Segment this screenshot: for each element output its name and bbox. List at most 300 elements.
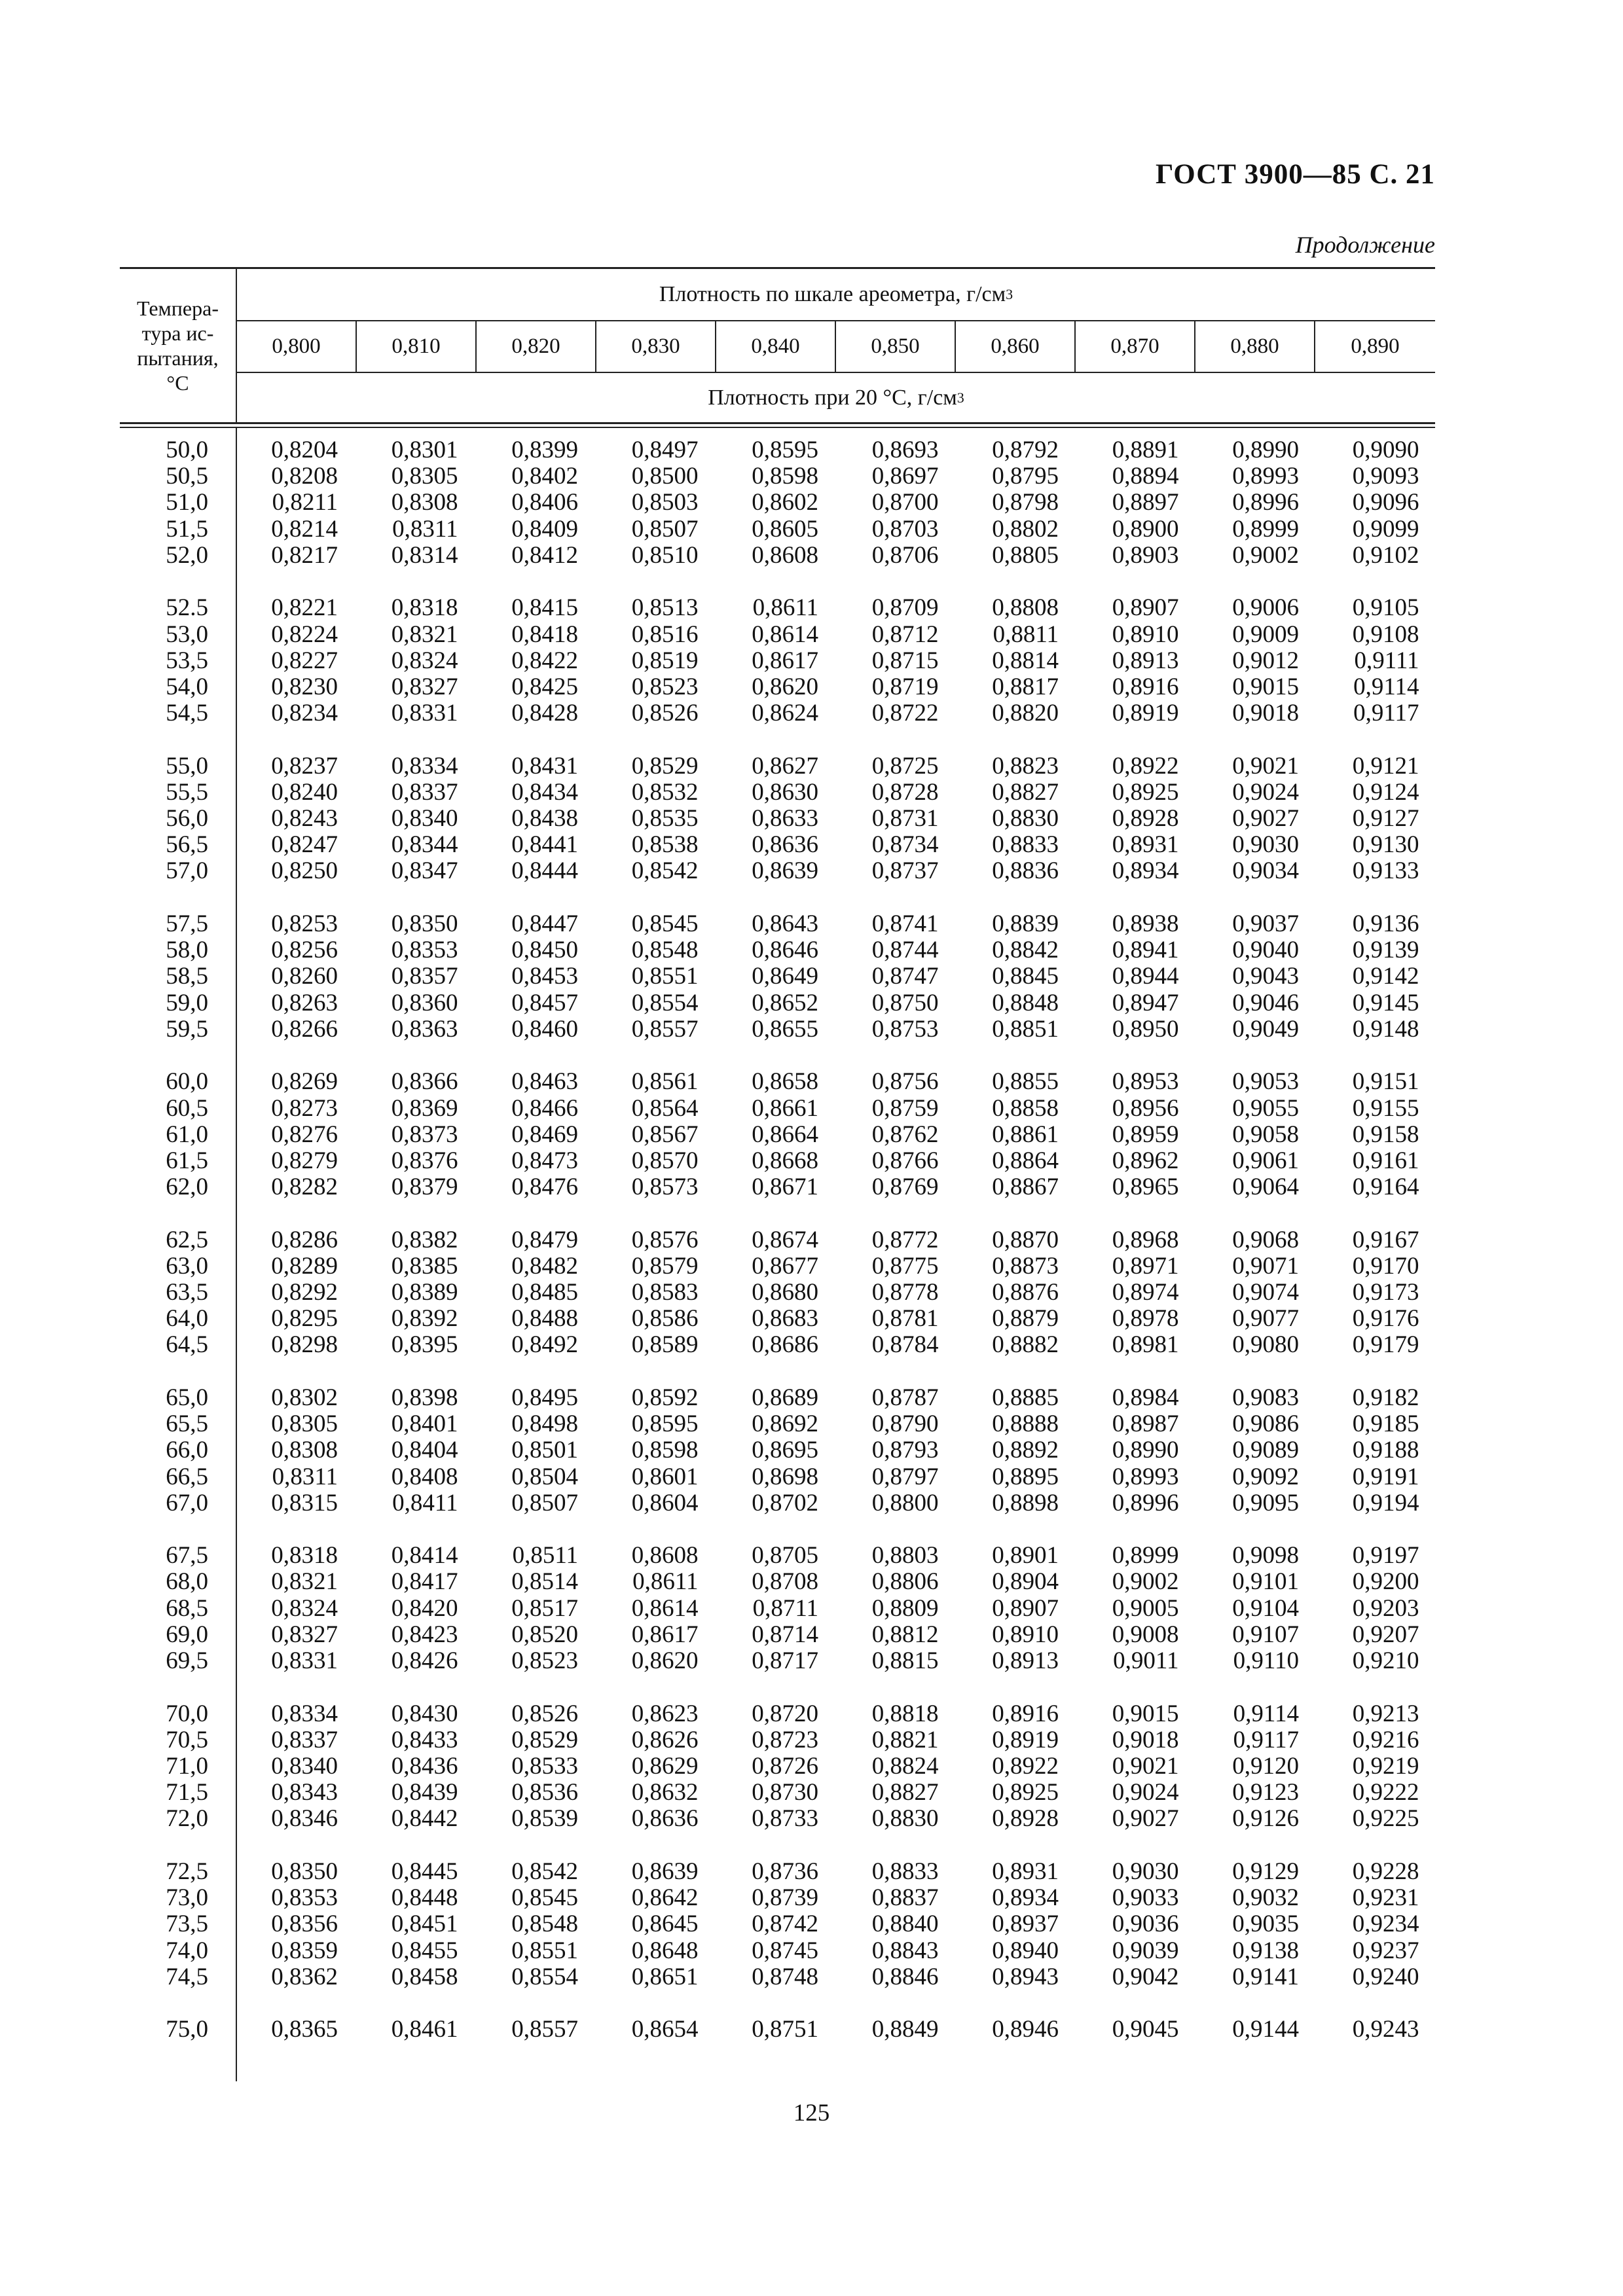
hydrometer-scale-value: 0,860 [956, 321, 1076, 372]
density-cell: 0,8726 [752, 1753, 818, 1780]
density-cell: 0,8289 [271, 1252, 338, 1280]
density-cell: 0,8633 [752, 805, 818, 833]
density-cell: 0,8488 [511, 1305, 578, 1333]
density-cell: 0,8833 [871, 1857, 939, 1885]
density-cell: 0,8485 [511, 1279, 578, 1306]
density-cell: 0,8260 [271, 963, 338, 990]
temperature-cell: 54,5 [166, 700, 208, 727]
temperature-cell: 62,5 [166, 1226, 208, 1253]
density-cell: 0,8990 [1232, 437, 1299, 463]
density-cell: 0,9141 [1232, 1963, 1299, 1990]
density-cell: 0,8450 [511, 937, 578, 964]
density-cell: 0,8836 [992, 857, 1059, 885]
density-cell: 0,8928 [992, 1805, 1059, 1833]
density-cell: 0,8331 [391, 700, 458, 727]
density-cell: 0,8996 [1232, 489, 1299, 516]
density-cell: 0,8545 [511, 1884, 578, 1912]
density-cell: 0,8658 [752, 1068, 818, 1096]
table-row [120, 1490, 1435, 1516]
temperature-cell: 63,0 [166, 1252, 208, 1280]
density-cell: 0,9058 [1232, 1121, 1299, 1148]
density-cell: 0,8943 [992, 1963, 1059, 1990]
density-cell: 0,8680 [752, 1279, 818, 1306]
density-cell: 0,8753 [871, 1015, 939, 1043]
density-cell: 0,8734 [871, 831, 939, 859]
table-row [120, 1938, 1435, 1964]
density-cell: 0,9151 [1352, 1068, 1419, 1096]
temperature-cell: 56,0 [166, 805, 208, 833]
density-cell: 0,8347 [391, 857, 458, 885]
density-cell: 0,8498 [511, 1410, 578, 1438]
density-cell: 0,8497 [631, 437, 699, 463]
density-cell: 0,8473 [511, 1147, 578, 1174]
density-cell: 0,8516 [631, 620, 699, 648]
density-cell: 0,9240 [1352, 1963, 1419, 1990]
density-cell: 0,9095 [1232, 1489, 1299, 1516]
table-row [120, 1885, 1435, 1911]
density-cell: 0,8469 [511, 1121, 578, 1148]
density-cell: 0,9117 [1353, 700, 1419, 727]
density-cell: 0,8557 [511, 2016, 578, 2043]
density-cell: 0,8586 [631, 1305, 699, 1333]
density-cell: 0,9027 [1112, 1805, 1179, 1833]
temperature-cell: 72,0 [166, 1805, 208, 1833]
density-cell: 0,8655 [752, 1015, 818, 1043]
density-cell: 0,9145 [1352, 989, 1419, 1016]
temperature-cell: 75,0 [166, 2016, 208, 2043]
density-cell: 0,8907 [1112, 594, 1179, 622]
temperature-cell: 69,5 [166, 1647, 208, 1675]
temperature-cell: 66,5 [166, 1463, 208, 1490]
density-cell: 0,9024 [1232, 778, 1299, 806]
table-row [120, 1727, 1435, 1753]
density-cell: 0,8217 [271, 541, 338, 569]
density-cell: 0,8940 [992, 1937, 1059, 1964]
density-cell: 0,8461 [391, 2016, 458, 2043]
density-cell: 0,8595 [631, 1410, 699, 1438]
table-row [120, 937, 1435, 963]
density-cell: 0,8445 [391, 1857, 458, 1885]
hydrometer-scale-value: 0,810 [357, 321, 477, 372]
density-cell: 0,8745 [752, 1937, 818, 1964]
density-cell: 0,9030 [1232, 831, 1299, 859]
density-cell: 0,8305 [391, 463, 458, 490]
density-cell: 0,9144 [1232, 2016, 1299, 2043]
density-cell: 0,8535 [631, 805, 699, 833]
density-cell: 0,8404 [391, 1437, 458, 1464]
density-cell: 0,8589 [631, 1331, 699, 1359]
density-cell: 0,8495 [511, 1384, 578, 1411]
density-cell: 0,8243 [271, 805, 338, 833]
density-cell: 0,8700 [871, 489, 939, 516]
table-row [120, 437, 1435, 463]
density-cell: 0,8900 [1112, 515, 1179, 543]
density-cell: 0,8892 [992, 1437, 1059, 1464]
density-cell: 0,8250 [271, 857, 338, 885]
temperature-cell: 54,0 [166, 673, 208, 700]
temperature-cell: 71,0 [166, 1753, 208, 1780]
density-cell: 0,8434 [511, 778, 578, 806]
density-cell: 0,8350 [391, 910, 458, 937]
density-cell: 0,8340 [391, 805, 458, 833]
density-cell: 0,8500 [631, 463, 699, 490]
density-cell: 0,8614 [631, 1594, 699, 1622]
density-cell: 0,8408 [391, 1463, 458, 1490]
density-cell: 0,8545 [631, 910, 699, 937]
density-cell: 0,8438 [511, 805, 578, 833]
density-cell: 0,8453 [511, 963, 578, 990]
density-caption-text: Плотность при 20 °С, г/см [708, 385, 957, 410]
density-cell: 0,8903 [1112, 541, 1179, 569]
density-cell: 0,8608 [631, 1542, 699, 1570]
density-cell: 0,9107 [1232, 1621, 1299, 1648]
document-header-title: ГОСТ 3900—85 С. 21 [1155, 159, 1435, 190]
density-cell: 0,8898 [992, 1489, 1059, 1516]
density-cell: 0,9203 [1352, 1594, 1419, 1622]
density-cell: 0,8736 [752, 1857, 818, 1885]
density-cell: 0,8848 [992, 989, 1059, 1016]
table-row [120, 1911, 1435, 1937]
density-cell: 0,8617 [631, 1621, 699, 1648]
density-cell: 0,8876 [992, 1279, 1059, 1306]
table-row-group [120, 2017, 1435, 2043]
table-row [120, 753, 1435, 780]
density-cell: 0,8999 [1232, 515, 1299, 543]
density-cell: 0,9035 [1232, 1910, 1299, 1938]
density-cell: 0,8833 [992, 831, 1059, 859]
density-cell: 0,8346 [271, 1805, 338, 1833]
density-cell: 0,9061 [1232, 1147, 1299, 1174]
density-cell: 0,8455 [391, 1937, 458, 1964]
density-cell: 0,8812 [871, 1621, 939, 1648]
density-cell: 0,8984 [1112, 1384, 1179, 1411]
density-cell: 0,8426 [391, 1647, 458, 1675]
density-cell: 0,9053 [1232, 1068, 1299, 1096]
temperature-cell: 68,0 [166, 1568, 208, 1596]
density-cell: 0,9121 [1352, 752, 1419, 780]
table-row [120, 1437, 1435, 1463]
density-cell: 0,8974 [1112, 1279, 1179, 1306]
continuation-label: Продолжение [1295, 232, 1435, 258]
temperature-cell: 62,0 [166, 1174, 208, 1201]
density-cell: 0,8784 [871, 1331, 939, 1359]
density-cell: 0,9040 [1232, 937, 1299, 964]
density-cell: 0,9213 [1352, 1700, 1419, 1727]
density-cell: 0,8344 [391, 831, 458, 859]
density-cell: 0,8510 [631, 541, 699, 569]
table-row [120, 1306, 1435, 1332]
hydrometer-scale-values [237, 321, 1435, 373]
density-cell: 0,8340 [271, 1753, 338, 1780]
density-cell: 0,8910 [992, 1621, 1059, 1648]
density-cell: 0,8965 [1112, 1174, 1179, 1201]
density-cell: 0,8708 [752, 1568, 818, 1596]
density-cell: 0,9136 [1352, 910, 1419, 937]
density-cell: 0,8554 [511, 1963, 578, 1990]
density-cell: 0,8981 [1112, 1331, 1179, 1359]
density-cell: 0,8356 [271, 1910, 338, 1938]
density-cell: 0,8620 [631, 1647, 699, 1675]
density-cell: 0,8208 [271, 463, 338, 490]
density-cell: 0,9018 [1112, 1726, 1179, 1753]
density-cell: 0,8692 [752, 1410, 818, 1438]
density-cell: 0,8314 [391, 541, 458, 569]
table-row [120, 674, 1435, 700]
density-cell: 0,8695 [752, 1437, 818, 1464]
density-cell: 0,8913 [1112, 647, 1179, 674]
density-cell: 0,8507 [511, 1489, 578, 1516]
table-row-group [120, 1701, 1435, 1833]
density-cell: 0,8324 [391, 647, 458, 674]
density-cell: 0,8423 [391, 1621, 458, 1648]
hydrometer-scale-caption: Плотность по шкале ареометра, г/см 3 [237, 269, 1435, 321]
table-row [120, 1174, 1435, 1200]
table-row [120, 1701, 1435, 1727]
density-cell: 0,8295 [271, 1305, 338, 1333]
density-cell: 0,8904 [992, 1568, 1059, 1596]
table-row [120, 1648, 1435, 1674]
density-cell: 0,9124 [1352, 778, 1419, 806]
density-cell: 0,8919 [1112, 700, 1179, 727]
density-cell: 0,8947 [1112, 989, 1179, 1016]
density-cell: 0,8879 [992, 1305, 1059, 1333]
density-cell: 0,8733 [752, 1805, 818, 1833]
density-cell: 0,8999 [1112, 1542, 1179, 1570]
density-cell: 0,8436 [391, 1753, 458, 1780]
density-cell: 0,8221 [271, 594, 338, 622]
density-cell: 0,8444 [511, 857, 578, 885]
density-cell: 0,9167 [1352, 1226, 1419, 1253]
density-cell: 0,8971 [1112, 1252, 1179, 1280]
temperature-cell: 60,0 [166, 1068, 208, 1096]
density-cell: 0,9234 [1352, 1910, 1419, 1938]
table-row [120, 1806, 1435, 1832]
density-cell: 0,8442 [391, 1805, 458, 1833]
density-cell: 0,8298 [271, 1331, 338, 1359]
hydrometer-scale-value: 0,820 [477, 321, 596, 372]
density-cell: 0,9074 [1232, 1279, 1299, 1306]
density-cell: 0,8769 [871, 1174, 939, 1201]
density-cell: 0,8448 [391, 1884, 458, 1912]
density-cell: 0,8959 [1112, 1121, 1179, 1148]
table-row-group [120, 1227, 1435, 1359]
density-cell: 0,9117 [1233, 1726, 1299, 1753]
density-cell: 0,8987 [1112, 1410, 1179, 1438]
density-cell: 0,8815 [871, 1647, 939, 1675]
density-cell: 0,8913 [992, 1647, 1059, 1675]
density-cell: 0,8463 [511, 1068, 578, 1096]
density-cell: 0,8350 [271, 1857, 338, 1885]
table-row [120, 1780, 1435, 1806]
density-cell: 0,8925 [992, 1779, 1059, 1806]
density-cell: 0,8916 [1112, 673, 1179, 700]
density-cell: 0,8605 [752, 515, 818, 543]
density-cell: 0,9120 [1232, 1753, 1299, 1780]
table-row-group [120, 1543, 1435, 1674]
density-cell: 0,8579 [631, 1252, 699, 1280]
density-cell: 0,8928 [1112, 805, 1179, 833]
density-cell: 0,8451 [391, 1910, 458, 1938]
density-cell: 0,8604 [631, 1489, 699, 1516]
hydrometer-scale-value: 0,800 [237, 321, 357, 372]
density-cell: 0,9086 [1232, 1410, 1299, 1438]
density-cell: 0,9127 [1352, 805, 1419, 833]
density-cell: 0,8389 [391, 1279, 458, 1306]
hydrometer-scale-value: 0,880 [1195, 321, 1315, 372]
density-cell: 0,9111 [1354, 647, 1419, 674]
table-row [120, 1122, 1435, 1148]
density-cell: 0,8414 [391, 1542, 458, 1570]
density-cell: 0,8318 [391, 594, 458, 622]
temperature-cell: 65,5 [166, 1410, 208, 1438]
density-cell: 0,9105 [1352, 594, 1419, 622]
table-row [120, 1332, 1435, 1358]
table-row [120, 543, 1435, 569]
density-cell: 0,9133 [1352, 857, 1419, 885]
density-cell: 0,8702 [752, 1489, 818, 1516]
table-row [120, 1096, 1435, 1122]
density-cell: 0,8639 [631, 1857, 699, 1885]
temperature-cell: 53,5 [166, 647, 208, 674]
density-cell: 0,9032 [1232, 1884, 1299, 1912]
density-cell: 0,8567 [631, 1121, 699, 1148]
density-cell: 0,8308 [271, 1437, 338, 1464]
density-cell: 0,8538 [631, 831, 699, 859]
density-cell: 0,9015 [1232, 673, 1299, 700]
density-cell: 0,8627 [752, 752, 818, 780]
density-cell: 0,8247 [271, 831, 338, 859]
density-cell: 0,8709 [871, 594, 939, 622]
density-cell: 0,9102 [1352, 541, 1419, 569]
density-cell: 0,8996 [1112, 1489, 1179, 1516]
density-cell: 0,9098 [1232, 1542, 1299, 1570]
density-cell: 0,8548 [511, 1910, 578, 1938]
density-cell: 0,8885 [992, 1384, 1059, 1411]
table-row [120, 1859, 1435, 1885]
density-cell: 0,8873 [992, 1252, 1059, 1280]
density-cell: 0,9158 [1352, 1121, 1419, 1148]
density-cell: 0,8861 [992, 1121, 1059, 1148]
temperature-cell: 65,0 [166, 1384, 208, 1411]
density-cell: 0,8938 [1112, 910, 1179, 937]
density-cell: 0,8439 [391, 1779, 458, 1806]
density-cell: 0,8539 [511, 1805, 578, 1833]
density-cell: 0,8811 [993, 620, 1059, 648]
density-cell: 0,9126 [1232, 1805, 1299, 1833]
density-cell: 0,8598 [752, 463, 818, 490]
density-cell: 0,8395 [391, 1331, 458, 1359]
table-row [120, 1411, 1435, 1437]
density-cell: 0,9170 [1352, 1252, 1419, 1280]
density-cell: 0,8820 [992, 700, 1059, 727]
density-cell: 0,8428 [511, 700, 578, 727]
density-cell: 0,8642 [631, 1884, 699, 1912]
density-cell: 0,8781 [871, 1305, 939, 1333]
density-cell: 0,8931 [1112, 831, 1179, 859]
hydrometer-scale-caption-text: Плотность по шкале ареометра, г/см [659, 282, 1006, 306]
density-cell: 0,8363 [391, 1015, 458, 1043]
density-cell: 0,8617 [752, 647, 818, 674]
density-cell: 0,8504 [511, 1463, 578, 1490]
density-cell: 0,8824 [871, 1753, 939, 1780]
density-cell: 0,8962 [1112, 1147, 1179, 1174]
density-cell: 0,8706 [871, 541, 939, 569]
density-cell: 0,9110 [1233, 1647, 1299, 1675]
density-cell: 0,8851 [992, 1015, 1059, 1043]
density-cell: 0,9225 [1352, 1805, 1419, 1833]
density-cell: 0,8360 [391, 989, 458, 1016]
density-cell: 0,8744 [871, 937, 939, 964]
density-cell: 0,8651 [631, 1963, 699, 1990]
density-cell: 0,8373 [391, 1121, 458, 1148]
density-cell: 0,9173 [1352, 1279, 1419, 1306]
density-cell: 0,8263 [271, 989, 338, 1016]
density-cell: 0,8583 [631, 1279, 699, 1306]
density-cell: 0,9210 [1352, 1647, 1419, 1675]
density-cell: 0,8365 [271, 2016, 338, 2043]
density-cell: 0,9039 [1112, 1937, 1179, 1964]
density-cell: 0,8830 [992, 805, 1059, 833]
density-cell: 0,8870 [992, 1226, 1059, 1253]
temperature-cell: 57,0 [166, 857, 208, 885]
density-cell: 0,8517 [511, 1594, 578, 1622]
density-cell: 0,8661 [752, 1094, 818, 1122]
temperature-header-line: Темпера- [137, 296, 219, 320]
density-cell: 0,8842 [992, 937, 1059, 964]
density-cell: 0,8800 [871, 1489, 939, 1516]
density-cell: 0,8601 [631, 1463, 699, 1490]
density-cell: 0,8775 [871, 1252, 939, 1280]
table-row [120, 963, 1435, 990]
density-cell: 0,8882 [992, 1331, 1059, 1359]
density-cell: 0,8934 [1112, 857, 1179, 885]
density-cell: 0,9055 [1232, 1094, 1299, 1122]
density-cell: 0,8689 [752, 1384, 818, 1411]
density-cell: 0,8639 [752, 857, 818, 885]
temperature-cell: 50,5 [166, 463, 208, 490]
density-cell: 0,8286 [271, 1226, 338, 1253]
table-row-group [120, 753, 1435, 885]
temperature-cell: 68,5 [166, 1594, 208, 1622]
hydrometer-scale-value: 0,850 [836, 321, 956, 372]
temperature-cell: 63,5 [166, 1279, 208, 1306]
density-at-20c-caption: Плотность при 20 °С, г/см 3 [708, 385, 964, 410]
table-row [120, 1069, 1435, 1095]
temperature-cell: 61,0 [166, 1121, 208, 1148]
table-row [120, 1385, 1435, 1411]
density-cell: 0,9096 [1352, 489, 1419, 516]
table-row [120, 2017, 1435, 2043]
density-cell: 0,8430 [391, 1700, 458, 1727]
density-cell: 0,8353 [271, 1884, 338, 1912]
density-cell: 0,8406 [511, 489, 578, 516]
table-row [120, 1753, 1435, 1780]
density-cell: 0,8479 [511, 1226, 578, 1253]
density-cell: 0,8234 [271, 700, 338, 727]
density-cell: 0,8240 [271, 778, 338, 806]
density-cell: 0,8714 [752, 1621, 818, 1648]
density-cell: 0,8501 [511, 1437, 578, 1464]
density-cell: 0,8460 [511, 1015, 578, 1043]
density-cell: 0,9161 [1352, 1147, 1419, 1174]
table-row [120, 858, 1435, 884]
density-cell: 0,8722 [871, 700, 939, 727]
density-cell: 0,8910 [1112, 620, 1179, 648]
header-double-rule [120, 427, 1435, 428]
density-cell: 0,8703 [871, 515, 939, 543]
density-cell: 0,8990 [1112, 1437, 1179, 1464]
density-cell: 0,8514 [511, 1568, 578, 1596]
